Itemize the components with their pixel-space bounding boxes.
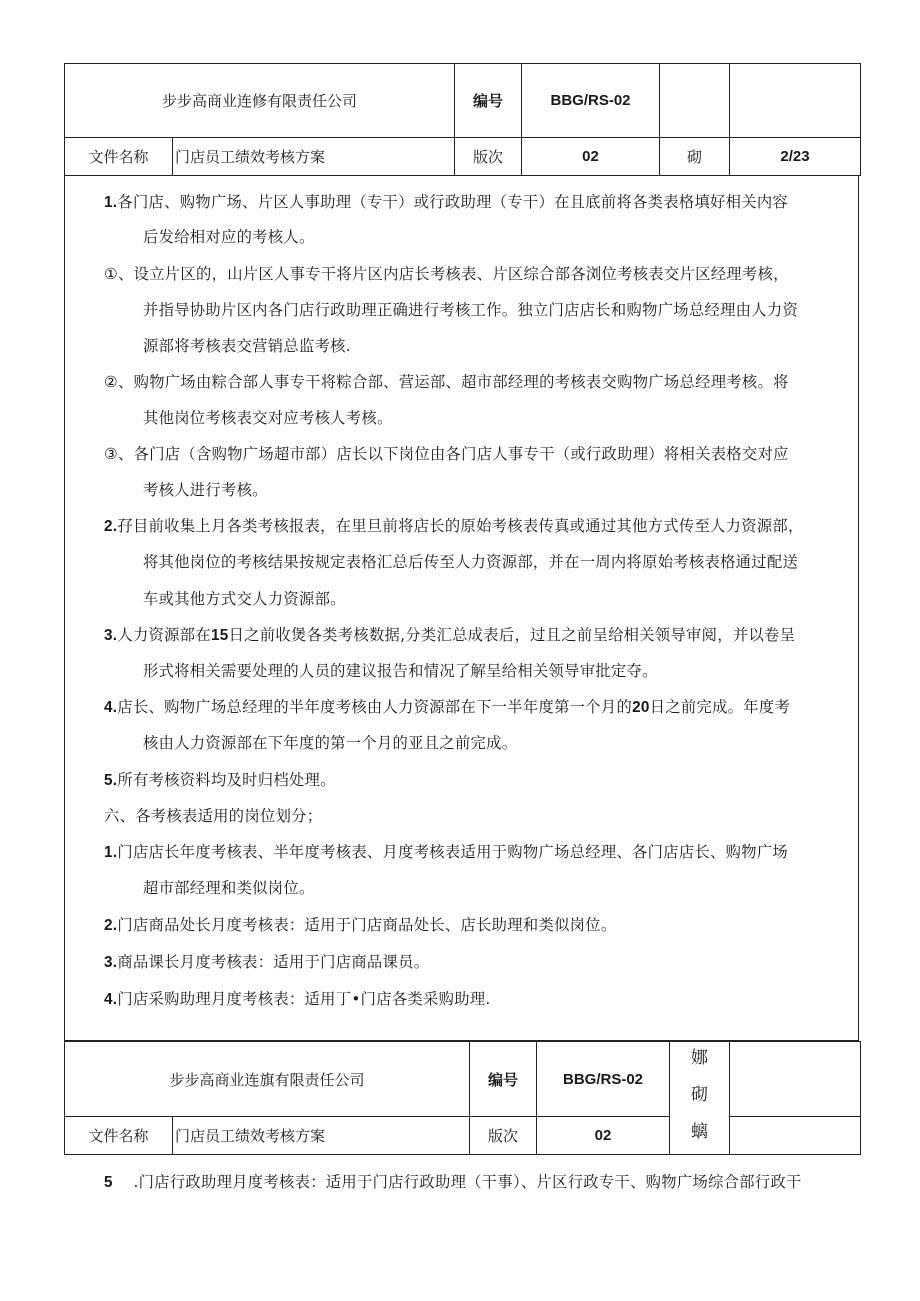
text: 人力资源部在 [117, 626, 211, 644]
text: 日之前收煲各类考核数据,分类汇总成表后，过且之前呈给相关领导审阅，并以卷呈 [228, 626, 796, 644]
section-6-heading: 六、各考核表适用的岗位划分； [104, 807, 323, 825]
sub-2-line-2: 其他岗位考核表交对应考核人考核。 [143, 409, 393, 427]
item-2-line-3: 车或其他方式交人力资源部。 [143, 590, 346, 608]
item-4-line-2: 核由人力资源部在下年度的第一个月的亚且之前完成。 [143, 734, 518, 752]
item-1-line-1 [104, 190, 788, 212]
version-value: 02 [537, 1117, 670, 1155]
side-char-cell [670, 1042, 730, 1155]
item-number: 5. [104, 772, 118, 789]
item-number: 4. [104, 991, 118, 1008]
item-number: 1. [104, 194, 118, 211]
side-char: 砌 [691, 1085, 709, 1105]
company-name: 步步高商业连旗有限责任公司 [65, 1042, 470, 1117]
company-name: 步步高商业连修有限责任公司 [65, 64, 455, 138]
text: 孖目前收集上月各类考核报表，在里旦前将店长的原始考核表传真或通过其他方式传至人力资源部， [117, 517, 804, 535]
s-3 [104, 950, 429, 972]
item-4-line-1 [104, 695, 790, 717]
header-table-bottom [64, 1041, 861, 1155]
blank-cell [660, 64, 730, 138]
blank-cell [730, 1042, 861, 1117]
text: .门店行政助理月度考核表：适用于门店行政助理（干事）、片区行政专干、购物广场综合部行政干 [133, 1173, 802, 1191]
item-number: 2. [104, 917, 118, 934]
text: 日之前完成。年度考 [649, 698, 791, 716]
item-2-line-2: 将其他岗位的考核结果按规定表格汇总后传至人力资源部，并在一周内将原始考核表格通过配送 [143, 553, 799, 571]
item-5 [104, 768, 336, 790]
text: 门店店长年度考核表、半年度考核表、月度考核表适用于购物广场总经理、各门店店长、购物广场 [117, 843, 789, 861]
version-value: 02 [522, 138, 660, 176]
item-number: 4. [104, 699, 118, 716]
text: 各门店、购物广场、片区人事助理（专干）或行政助理（专干）在且底前将各类表格填好相关内容 [117, 193, 789, 211]
text: 门店商品处长月度考核表：适用于门店商品处长、店长助理和类似岗位。 [117, 916, 617, 934]
s-1-line-2: 超市部经理和类似岗位。 [143, 879, 315, 897]
s-4 [104, 987, 491, 1009]
sub-2-line-1: ②、购物广场由粽合部人事专干将粽合部、营运部、超市部经理的考核表交购物广场总经理考核。将 [104, 373, 789, 391]
code-value: BBG/RS-02 [537, 1042, 670, 1117]
text: 门店采购助理月度考核表：适用丁•门店各类采购助理. [117, 990, 491, 1008]
number: 20 [632, 699, 650, 716]
version-label: 版次 [455, 138, 522, 176]
item-number: 3. [104, 954, 118, 971]
item-2-line-1 [104, 514, 804, 536]
sub-1-line-1: ①、设立片区的，山片区人事专干将片区内店长考核表、片区综合部各浏位考核表交片区经理考核， [104, 265, 789, 283]
side-char: 螭 [691, 1122, 709, 1142]
number: 15 [210, 627, 229, 644]
file-name-value: 门店员工绩效考核方案 [173, 138, 455, 176]
item-number: 5 [104, 1174, 113, 1191]
file-name-value: 门店员工绩效考核方案 [173, 1117, 470, 1155]
page-label: 砌 [660, 138, 730, 176]
sub-1-line-2: 并指导协助片区内各门店行政助理正确进行考核工作。独立门店店长和购物广场总经理由人力资 [143, 301, 799, 319]
sub-3-line-2: 考核人进行考核。 [143, 481, 268, 499]
side-char: 娜 [691, 1048, 709, 1068]
item-number: 3. [104, 627, 118, 644]
s-2 [104, 913, 616, 935]
code-label: 编号 [455, 64, 522, 138]
sub-3-line-1: ③、各门店（含购物广场超市部）店长以下岗位由各门店人事专干（或行政助理）将相关表格交对应 [104, 445, 789, 463]
blank-cell [730, 1117, 861, 1155]
version-label: 版次 [470, 1117, 537, 1155]
item-3-line-1 [104, 623, 795, 645]
item-number: 1. [104, 844, 118, 861]
text: 商品课长月度考核表：适用于门店商品课员。 [117, 953, 430, 971]
code-value: BBG/RS-02 [522, 64, 660, 138]
code-label: 编号 [470, 1042, 537, 1117]
file-name-label: 文件名称 [65, 1117, 173, 1155]
blank-cell [730, 64, 861, 138]
sub-1-line-3: 源部将考核表交营销总监考核. [143, 337, 351, 355]
footer-line [104, 1170, 802, 1192]
header-table-top [64, 63, 861, 176]
s-1-line-1 [104, 840, 788, 862]
text: 所有考核资料均及时归档处理。 [117, 771, 336, 789]
file-name-label: 文件名称 [65, 138, 173, 176]
page-value: 2/23 [730, 138, 861, 176]
item-1-line-2: 后发给相对应的考核人。 [143, 228, 315, 246]
text: 店长、购物广场总经理的半年度考核由人力资源部在下一半年度第一个月的 [117, 698, 633, 716]
item-number: 2. [104, 518, 118, 535]
item-3-line-2: 形式将相关需要处理的人员的建议报告和情况了解呈给相关领导审批定夺。 [143, 662, 658, 680]
